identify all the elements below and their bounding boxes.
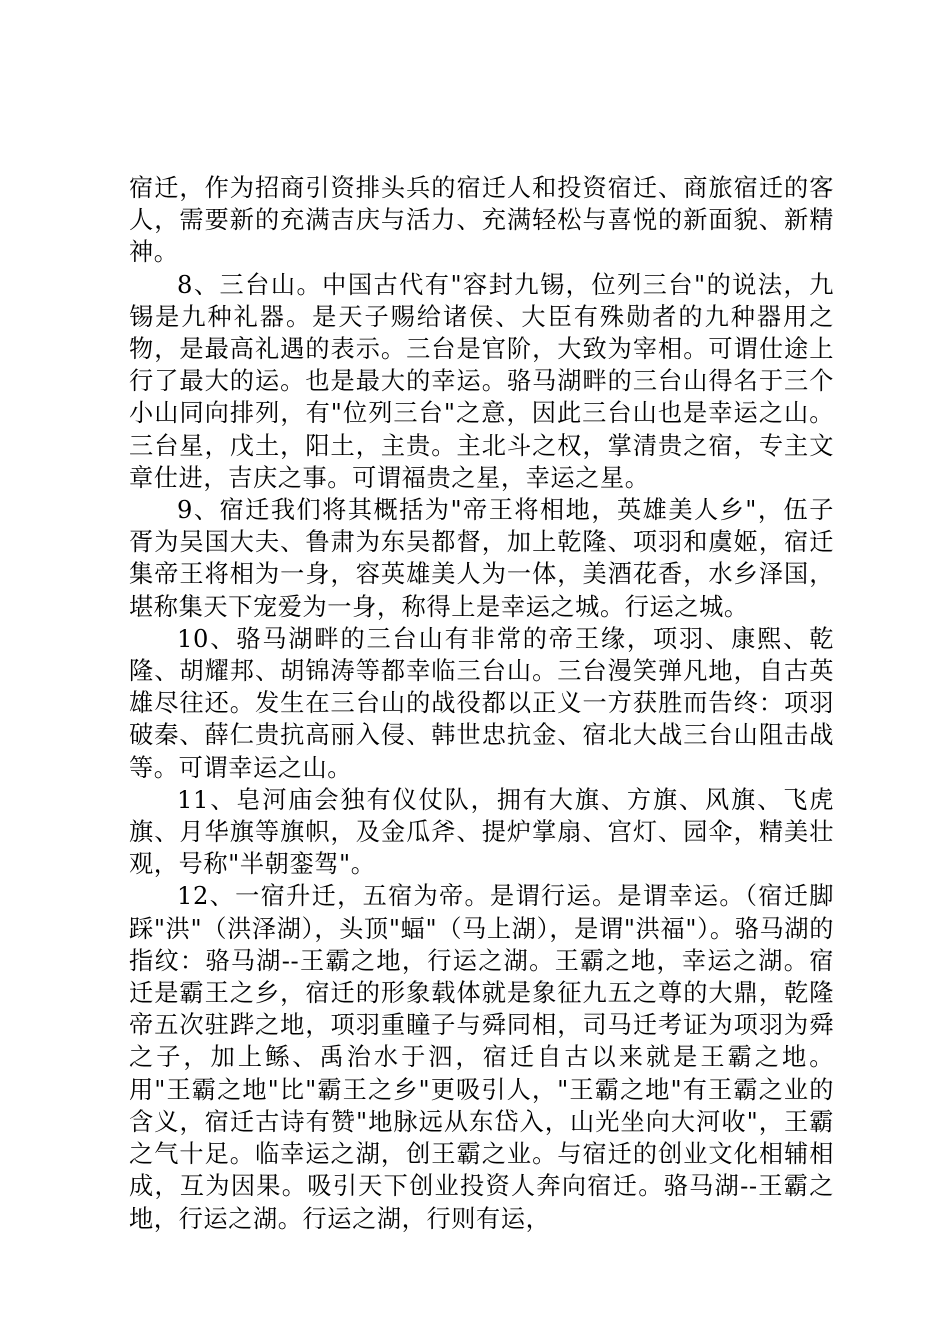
- paragraph-item-8: 8、三台山。中国古代有"容封九锡，位列三台"的说法，九锡是九种礼器。是天子赐给诸侯、大臣有殊勋者的九种器用之物，是最高礼遇的表示。三台是官阶，大致为宰相。可谓仕途上行了最大的运。也是最大的幸运。骆马湖畔的三台山得名于三个小山同向排列，有"位列三台"之意，因此三台山也是幸运之山。三台星，戊土，阳土，主贵。主北斗之权，掌清贵之宿，专主文章仕进，吉庆之事。可谓福贵之星，幸运之星。: [129, 270, 834, 492]
- paragraph-intro: 宿迁，作为招商引资排头兵的宿迁人和投资宿迁、商旅宿迁的客人，需要新的充满吉庆与活力、充满轻松与喜悦的新面貌、新精神。: [129, 174, 834, 267]
- document-page: [129, 172, 834, 1235]
- paragraph-item-11: 11、皂河庙会独有仪仗队，拥有大旗、方旗、风旗、飞虎旗、月华旗等旗帜，及金瓜斧、提炉掌扇、宫灯、园伞，精美壮观，号称"半朝銮驾"。: [129, 785, 834, 879]
- paragraph-item-9: 9、宿迁我们将其概括为"帝王将相地，英雄美人乡"，伍子胥为吴国大夫、鲁肃为东吴都督，加上乾隆、项羽和虞姬，宿迁集帝王将相为一身，容英雄美人为一体，美酒花香，水乡泽国，堪称集天下宠爱为一身，称得上是幸运之城。行运之城。: [129, 496, 834, 621]
- paragraph-item-10: 10、骆马湖畔的三台山有非常的帝王缘，项羽、康熙、乾隆、胡耀邦、胡锦涛等都幸临三台山。三台漫笑弹凡地，自古英雄尽往还。发生在三台山的战役都以正义一方获胜而告终：项羽破秦、薛仁贵抗高丽入侵、韩世忠抗金、宿北大战三台山阻击战等。可谓幸运之山。: [129, 624, 834, 782]
- paragraph-item-12: 12、一宿升迁，五宿为帝。是谓行运。是谓幸运。（宿迁脚踩"洪"（洪泽湖），头顶"蝠"（马上湖），是谓"洪福"）。骆马湖的指纹：骆马湖--王霸之地，行运之湖。王霸之地，幸运之湖。宿迁是霸王之乡，宿迁的形象载体就是象征九五之尊的大鼎，乾隆帝五次驻跸之地，项羽重瞳子与舜同相，司马迁考证为项羽为舜之子，加上鲧、禹治水于泗，宿迁自古以来就是王霸之地。用"王霸之地"比"霸王之乡"更吸引人，"王霸之地"有王霸之业的含义，宿迁古诗有赞"地脉远从东岱入，山光坐向大河收"，王霸之气十足。临幸运之湖，创王霸之业。与宿迁的创业文化相辅相成，互为因果。吸引天下创业投资人奔向宿迁。骆马湖--王霸之地，行运之湖。行运之湖，行则有运，: [129, 882, 834, 1233]
